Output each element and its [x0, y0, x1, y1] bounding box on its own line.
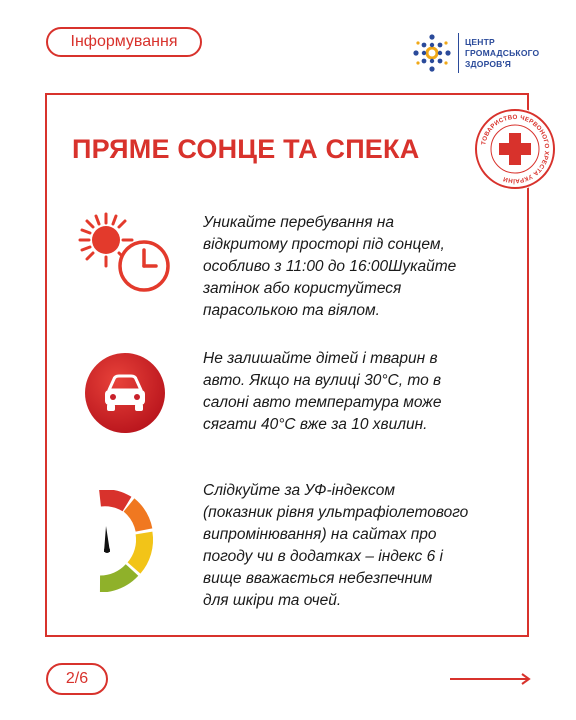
- car-icon: [84, 352, 166, 434]
- logo-line-2: ГРОМАДСЬКОГО: [465, 47, 540, 58]
- red-cross-seal: [474, 108, 556, 190]
- logo-wordmark: [465, 37, 539, 70]
- uv-gauge-icon: [96, 490, 156, 592]
- logo-emblem-icon: [412, 33, 452, 73]
- page-indicator: [46, 663, 108, 695]
- sun-clock-icon: [76, 210, 176, 302]
- logo-line-3: ЗДОРОВ'Я: [465, 58, 512, 69]
- svg-text:ТОВАРИСТВО ЧЕРВОНОГО ХРЕСТА УК: ТОВАРИСТВО ЧЕРВОНОГО ХРЕСТА УКРАЇНИ: [480, 113, 551, 185]
- page-indicator-label: 2/6: [65, 670, 89, 687]
- logo-line-1: ЦЕНТР: [465, 36, 495, 47]
- tip-text-sun: Уникайте перебування на відкритому просторі під сонцем, особливо з 11:00 до 16:00Шукайте затінок або користуйтеся парасолькою та віялом.: [203, 214, 457, 319]
- section-tag: [46, 27, 202, 57]
- tip-text-uv: Слідкуйте за УФ-індексом (показник рівня ультрафіолетового випромінювання) на сайтах про погоду чи в додатках – індекс 6 і вище вважається небезпечним для шкіри та очей.: [203, 482, 469, 609]
- red-cross-seal-icon: [474, 108, 556, 190]
- page-title: ПРЯМЕ СОНЦЕ ТА СПЕКА: [72, 134, 420, 164]
- logo-divider: [458, 33, 459, 73]
- tip-text-car: Не залишайте дітей і тварин в авто. Якщо на вулиці 30°С, то в салоні авто температура може сягати 40°С вже за 10 хвилин.: [203, 350, 442, 433]
- public-health-center-logo: [412, 30, 542, 76]
- next-arrow-icon[interactable]: [450, 672, 532, 686]
- section-tag-label: Інформування: [70, 33, 178, 50]
